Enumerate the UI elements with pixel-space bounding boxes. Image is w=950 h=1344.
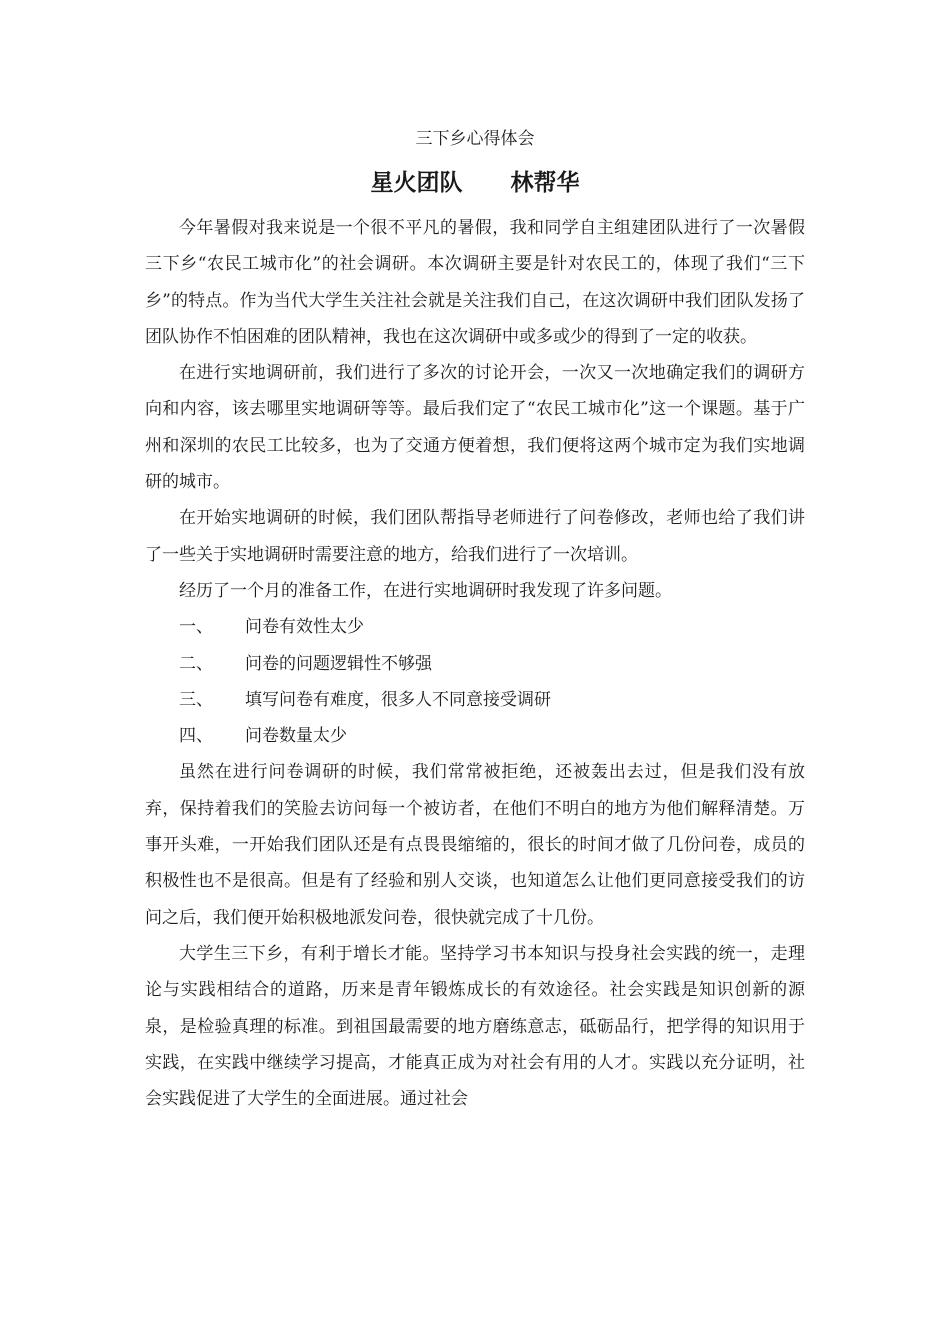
paragraph-preparation: 在进行实地调研前，我们进行了多次的讨论开会，一次又一次地确定我们的调研方向和内容，该去哪里实地调研等等。最后我们定了“农民工城市化”这一个课题。基于广州和深圳的农民工比较多，也为了交通方便着想，我们便将这两个城市定为我们实地调研的城市。 <box>145 363 805 493</box>
list-item-text: 填写问卷有难度，很多人不同意接受调研 <box>245 689 551 710</box>
document-page <box>145 122 805 1117</box>
list-marker: 三、 <box>179 689 213 710</box>
paragraph-conclusion: 大学生三下乡，有利于增长才能。坚持学习书本知识与投身社会实践的统一，走理论与实践相结合的道路，历来是青年锻炼成长的有效途径。社会实践是知识创新的源泉，是检验真理的标准。到祖国最需要的地方磨练意志，砥砺品行，把学得的知识用于实践，在实践中继续学习提高，才能真正成为对社会有用的人才。实践以充分证明，社会实践促进了大学生的全面进展。通过社会 <box>145 943 805 1110</box>
paragraph-intro: 今年暑假对我来说是一个很不平凡的暑假，我和同学自主组建团队进行了一次暑假三下乡“农民工城市化”的社会调研。本次调研主要是针对农民工的，体现了我们“三下乡”的特点。作为当代大学生关注社会就是关注我们自己，在这次调研中我们团队发扬了团队协作不怕困难的团队精神，我也在这次调研中或多或少的得到了一定的收获。 <box>145 218 805 347</box>
list-item <box>145 682 805 718</box>
list-marker: 一、 <box>179 617 213 638</box>
list-item-text: 问卷有效性太少 <box>245 617 364 638</box>
problem-list <box>145 609 805 754</box>
paragraph-problems-intro: 经历了一个月的准备工作，在进行实地调研时我发现了许多问题。 <box>179 580 672 601</box>
document-title: 星火团队 林帮华 <box>370 170 580 196</box>
paragraph-training: 在开始实地调研的时候，我们团队帮指导老师进行了问卷修改，老师也给了我们讲了一些关于实地调研时需要注意的地方，给我们进行了一次培训。 <box>145 508 805 565</box>
list-item <box>145 718 805 754</box>
paragraph-experience: 虽然在进行问卷调研的时候，我们常常被拒绝，还被轰出去过，但是我们没有放弃，保持着我们的笑脸去访问每一个被访者，在他们不明白的地方为他们解释清楚。万事开头难，一开始我们团队还是有点畏畏缩缩的，很长的时间才做了几份问卷，成员的积极性也不是很高。但是有了经验和别人交谈，也知道怎么让他们更同意接受我们的访问之后，我们便开始积极地派发问卷，很快就完成了十几份。 <box>145 762 805 928</box>
list-item <box>145 646 805 682</box>
list-item-text: 问卷数量太少 <box>245 726 347 747</box>
list-item-text: 问卷的问题逻辑性不够强 <box>245 653 432 674</box>
list-marker: 二、 <box>179 653 213 674</box>
list-item <box>145 609 805 645</box>
list-marker: 四、 <box>179 726 213 747</box>
document-subtitle: 三下乡心得体会 <box>415 129 535 149</box>
